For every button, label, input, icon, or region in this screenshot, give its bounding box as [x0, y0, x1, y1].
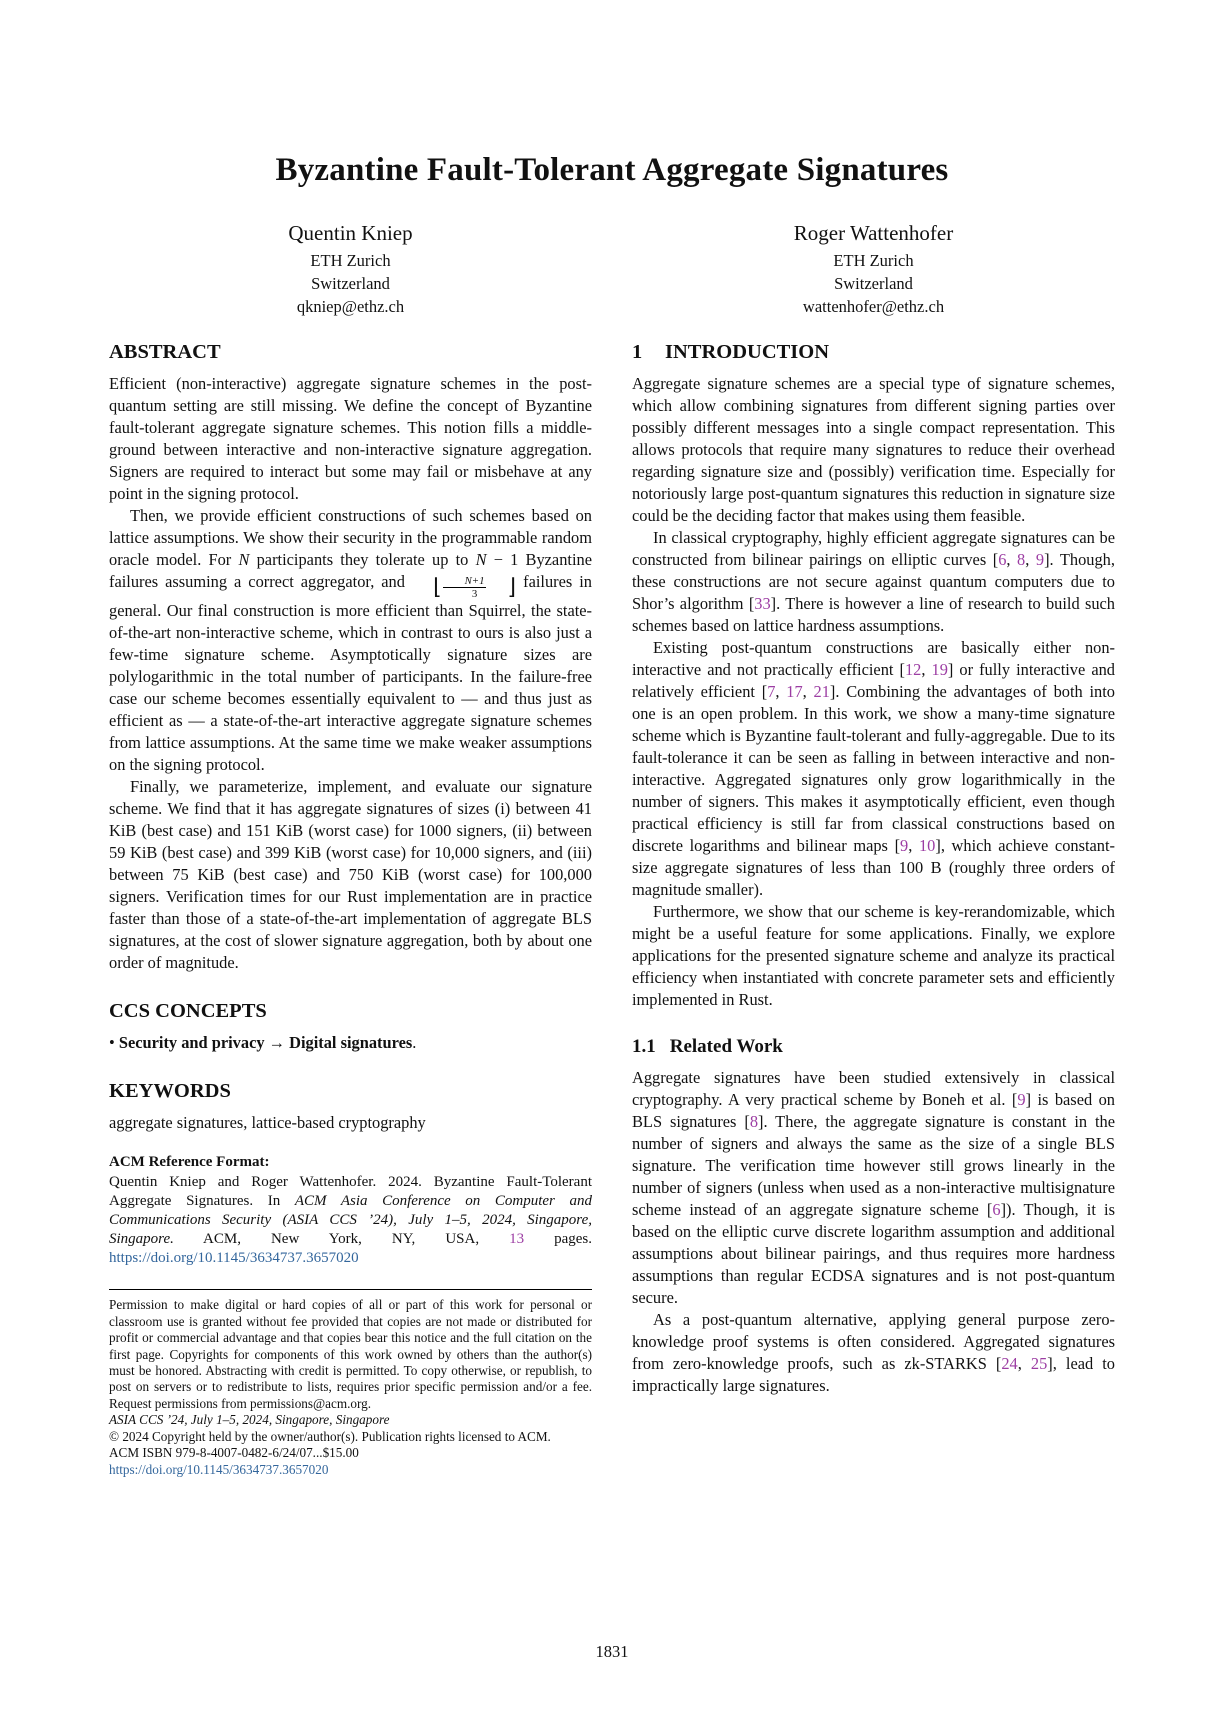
text-segment: Then, we provide efficient constructions of such schemes based on lattice assumptions. We show their security in the programmable random oracle model. For	[109, 506, 592, 569]
citation-link[interactable]: 24	[1001, 1354, 1018, 1373]
text-segment: ,	[921, 660, 932, 679]
text-segment: N	[238, 550, 250, 569]
permission-block	[109, 1289, 592, 1477]
text-segment: ]). Though, it is based on the elliptic curve discrete logarithm assumption and additional assumptions about bilinear pairings, and thus requires more hardness assumptions than regular ECDSA signatures and is not post-quantum secure.	[632, 1200, 1115, 1307]
text-segment: ] is based on BLS signatures [	[632, 1090, 1115, 1131]
right-column	[632, 338, 1115, 1397]
text-segment: Aggregate signature schemes are a special type of signature schemes, which allow combining signatures from different signing parties over possibly different messages into a single compact representation. This allows protocols that require many signatures to reduce their overhead regarding signature size and (possibly) verification time. Especially for notoriously large post-quantum signatures this reduction in signature size could be the deciding factor that makes using them feasible.	[632, 374, 1115, 525]
page-number: 1831	[595, 1642, 629, 1661]
permission-paragraph	[109, 1297, 592, 1412]
abstract-heading: ABSTRACT	[109, 341, 221, 363]
text-segment: N	[475, 550, 487, 569]
copyright-line	[109, 1429, 592, 1445]
citation-link[interactable]: 8	[749, 1112, 759, 1131]
text-segment: ACM, New York, NY, USA,	[173, 1231, 510, 1248]
acm-reference-heading: ACM Reference Format:	[109, 1154, 270, 1171]
author-name: Quentin Kniep	[288, 221, 413, 245]
text-segment: Efficient (non-interactive) aggregate signature schemes in the post-quantum setting are still missing. We define the concept of Byzantine fault-tolerant aggregate signature schemes. This notion fills a middle-ground between interactive and non-interactive signature aggregation. Signers are required to interact but some may fail or misbehave at any point in the signing protocol.	[109, 374, 592, 503]
intro-paragraph	[632, 901, 1115, 1011]
url-link[interactable]: https://doi.org/10.1145/3634737.3657020	[109, 1250, 359, 1267]
text-segment: ], lead to impractically large signatures.	[632, 1354, 1115, 1395]
isbn-line	[109, 1445, 592, 1461]
text-segment: ]. There, the aggregate signature is constant in the number of signers and always the same as the size of a single BLS signature. The verification time however still grows linearly in the number of signers (unless when used as a non-interactive multisignature scheme instead of an aggregate signature scheme [	[632, 1112, 1115, 1219]
section-number: 1	[632, 341, 643, 363]
footnote-rule	[109, 1289, 592, 1290]
related-work-heading	[632, 1035, 1115, 1058]
text-segment: ]. There is however a line of research to build such schemes based on lattice hardness assumptions.	[632, 594, 1115, 635]
ccs-concepts-line	[109, 1032, 592, 1054]
paper-title: Byzantine Fault-Tolerant Aggregate Signatures	[275, 152, 949, 188]
citation-link[interactable]: 17	[786, 682, 803, 701]
text-segment: Permission to make digital or hard copies of all or part of this work for personal or classroom use is granted without fee provided that copies are not made or distributed for profit or commercial advantage and that copies bear this notice and the full citation on the first page. Copyrights for components of this work owned by others than the author(s) must be honored. Abstracting with credit is permitted. To copy otherwise, or republish, to post on servers or to redistribute to lists, requires prior specific permission and/or a fee. Request permissions from permissions@acm.org.	[109, 1297, 592, 1411]
text-segment: Finally, we parameterize, implement, and evaluate our signature scheme. We find that it has aggregate signatures of sizes (i) between 41 KiB (best case) and 151 KiB (worst case) for 1000 signers, (ii) between 59 KiB (best case) and 399 KiB (worst case) for 10,000 signers, and (iii) between 75 KiB (best case) and 750 KiB (worst case) for 100,000 signers. Verification times for our Rust implementation are in practice faster than those of a state-of-the-art implementation of aggregate BLS signatures, at the cost of slower signature aggregation, both by about one order of magnitude.	[109, 777, 592, 973]
text-segment: ]. Combining the advantages of both into one is an open problem. In this work, we show a many-time signature scheme which is Byzantine fault-tolerant and fully-aggregable. Due to its fault-tolerance it can be seen as falling in between interactive and non-interactive. Aggregated signatures only grow logarithmically in the number of signers. This makes it asymptotically efficient, even though practical efficiency is still far from classical constructions based on discrete logarithms and bilinear maps [	[632, 682, 1115, 855]
ccs-concepts-heading: CCS CONCEPTS	[109, 1000, 267, 1023]
related-work-paragraph	[632, 1309, 1115, 1397]
author-affiliation: ETH Zurich	[833, 251, 914, 270]
text-segment: ,	[1017, 1354, 1031, 1373]
subsection-number: 1.1	[632, 1036, 656, 1057]
text-segment: Aggregate signatures have been studied extensively in classical cryptography. A very practical scheme by Boneh et al. [	[632, 1068, 1115, 1109]
citation-link[interactable]: 12	[904, 660, 922, 679]
abstract-paragraph	[109, 505, 592, 776]
text-segment: •	[109, 1033, 119, 1053]
text-segment: − 1 Byzantine failures assuming a correct aggregator, and	[109, 550, 592, 591]
floor-fraction: ⌊ $\frac{N+1}{3}$ ⌋	[432, 573, 517, 601]
text-segment: Furthermore, we show that our scheme is key-rerandomizable, which might be a useful feature for some applications. Finally, we explore applications for the presented signature scheme and analyze its practical efficiency when instantiated with concrete parameter sets and efficiently implemented in Rust.	[632, 902, 1115, 1009]
citation-link[interactable]: 9	[1035, 550, 1045, 569]
author-affiliation: ETH Zurich	[310, 251, 391, 270]
text-segment: ], which achieve constant-size aggregate signatures of less than 100 B (roughly three orders of magnitude smaller).	[632, 836, 1115, 899]
two-column-body	[109, 338, 1115, 1478]
text-segment: ASIA CCS ’24, July 1–5, 2024, Singapore, Singapore	[109, 1412, 390, 1428]
author-email: qkniep@ethz.ch	[296, 297, 405, 316]
text-segment: ]. Though, these constructions are not secure against quantum computers due to Shor’s algorithm [	[632, 550, 1115, 613]
authors-row	[109, 220, 1115, 318]
author-block-2	[632, 220, 1115, 318]
conference-line	[109, 1412, 592, 1428]
text-segment: ] or fully interactive and relatively efficient [	[632, 660, 1115, 701]
text-segment: Digital signatures	[289, 1033, 413, 1053]
text-segment: .	[412, 1033, 417, 1053]
text-segment: Quentin Kniep and Roger Wattenhofer. 2024. Byzantine Fault-Tolerant Aggregate Signatures. In	[109, 1174, 592, 1210]
introduction-heading	[632, 340, 1115, 364]
abstract-paragraph	[109, 776, 592, 974]
acm-reference-body	[109, 1173, 592, 1268]
author-block-1	[109, 220, 592, 318]
text-segment: ACM ISBN 979-8-4007-0482-6/24/07...$15.00	[109, 1445, 359, 1461]
text-segment: participants they tolerate up to	[249, 550, 476, 569]
subsection-label: Related Work	[669, 1036, 783, 1057]
keywords-heading: KEYWORDS	[109, 1080, 231, 1103]
intro-paragraph	[632, 527, 1115, 637]
doi-line	[109, 1462, 592, 1478]
text-segment: Security and privacy	[118, 1033, 265, 1053]
citation-link[interactable]: 9	[1017, 1090, 1026, 1109]
intro-paragraph	[632, 373, 1115, 527]
text-segment: ,	[1006, 550, 1018, 569]
text-segment: ,	[775, 682, 787, 701]
citation-link[interactable]: 10	[918, 836, 936, 855]
intro-paragraph	[632, 637, 1115, 901]
text-segment: In classical cryptography, highly efficient aggregate signatures can be constructed from bilinear pairings on elliptic curves [	[632, 528, 1115, 569]
text-segment: failures in general. Our final construction is more efficient than Squirrel, the state-of-the-art non-interactive scheme, which in contrast to ours is also just a few-time signature scheme. Asymptotically signature sizes are polylogarithmic in the total number of participants. In the failure-free case our scheme becomes essentially equivalent to — and thus just as efficient as — a state-of-the-art interactive aggregate signature schemes from lattice assumptions. At the same time we make weaker assumptions on the signing protocol.	[109, 572, 593, 775]
url-link[interactable]: https://doi.org/10.1145/3634737.3657020	[109, 1461, 329, 1477]
citation-link[interactable]: 33	[754, 594, 771, 613]
author-country: Switzerland	[311, 274, 390, 293]
abstract-paragraph	[109, 373, 592, 505]
paper-page	[0, 150, 1224, 1734]
author-name: Roger Wattenhofer	[793, 221, 954, 245]
left-column	[109, 338, 592, 1478]
citation-link[interactable]: 25	[1030, 1354, 1048, 1373]
related-work-paragraph	[632, 1067, 1115, 1309]
text-segment: © 2024 Copyright held by the owner/author(s). Publication rights licensed to ACM.	[109, 1428, 551, 1444]
author-email: wattenhofer@ethz.ch	[802, 297, 945, 316]
text-segment: As a post-quantum alternative, applying general purpose zero-knowledge proof systems is often considered. Aggregated signatures from zero-knowledge proofs, such as zk-STARKS [	[632, 1310, 1115, 1373]
section-label: INTRODUCTION	[665, 341, 830, 363]
keywords-text: aggregate signatures, lattice-based cryptography	[109, 1113, 426, 1133]
citation-link[interactable]: 19	[931, 660, 948, 679]
text-segment: ACM Asia Conference on Computer and Communications Security (ASIA CCS ’24), July 1–5, 2024, Singapore, Singapore.	[109, 1193, 592, 1248]
text-segment: pages.	[524, 1231, 592, 1248]
citation-link[interactable]: 7	[767, 682, 776, 701]
citation-link[interactable]: 8	[1017, 550, 1026, 569]
citation-link[interactable]: 6	[992, 1200, 1001, 1219]
author-country: Switzerland	[834, 274, 913, 293]
citation-link[interactable]: 9	[900, 836, 909, 855]
citation-link[interactable]: 6	[998, 550, 1007, 569]
text-segment: ,	[1025, 550, 1036, 569]
text-segment: →	[264, 1033, 290, 1053]
text-segment: Existing post-quantum constructions are basically either non-interactive and not practically efficient [	[632, 638, 1115, 679]
text-segment: ,	[802, 682, 814, 701]
citation-link[interactable]: 21	[813, 682, 830, 701]
citation-link[interactable]: 13	[509, 1231, 525, 1248]
text-segment: ,	[908, 836, 919, 855]
